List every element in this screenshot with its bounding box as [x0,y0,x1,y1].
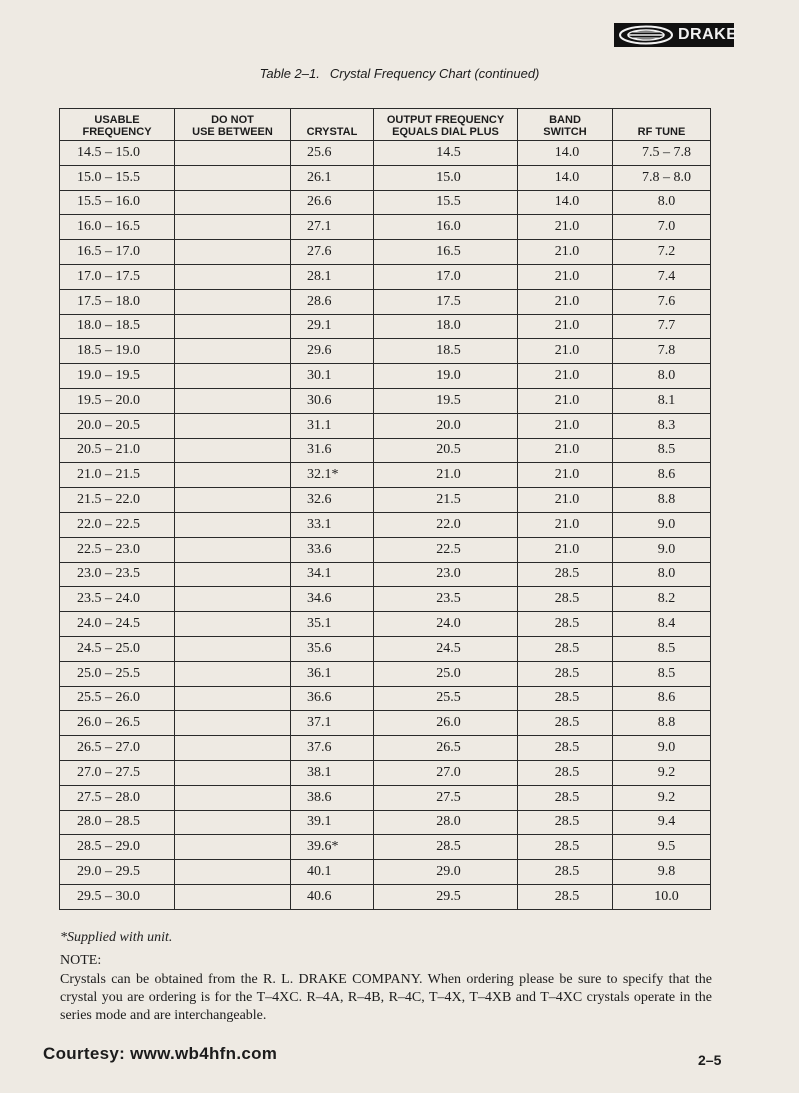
table-row [60,289,711,314]
band-switch-cell: 28.5 [518,884,613,909]
table-header-row [60,109,711,141]
output-frequency-cell: 23.0 [374,562,518,587]
usable-frequency-cell: 15.0 – 15.5 [60,165,175,190]
courtesy-credit: Courtesy: www.wb4hfn.com [43,1044,278,1063]
do-not-use-cell [175,736,291,761]
crystal-cell: 33.6 [291,537,374,562]
table-row [60,488,711,513]
usable-frequency-cell: 20.5 – 21.0 [60,438,175,463]
output-frequency-cell: 29.0 [374,860,518,885]
band-switch-cell: 21.0 [518,388,613,413]
band-switch-cell: 21.0 [518,289,613,314]
rf-tune-cell: 8.1 [613,388,711,413]
crystal-cell: 31.6 [291,438,374,463]
table-row [60,636,711,661]
usable-frequency-cell: 26.5 – 27.0 [60,736,175,761]
usable-frequency-cell: 14.5 – 15.0 [60,141,175,166]
usable-frequency-cell: 24.5 – 25.0 [60,636,175,661]
crystal-cell: 39.1 [291,810,374,835]
table-row [60,463,711,488]
output-frequency-cell: 28.0 [374,810,518,835]
rf-tune-cell: 9.0 [613,512,711,537]
do-not-use-cell [175,388,291,413]
table-row [60,835,711,860]
do-not-use-cell [175,760,291,785]
table-row [60,141,711,166]
header-do-not-use-between: DO NOT USE BETWEEN [175,109,291,141]
drake-logo [614,23,738,47]
rf-tune-cell: 9.2 [613,760,711,785]
rf-tune-cell: 7.8 [613,339,711,364]
do-not-use-cell [175,884,291,909]
band-switch-cell: 21.0 [518,537,613,562]
table-row [60,512,711,537]
page-number: 2–5 [698,1052,722,1068]
do-not-use-cell [175,413,291,438]
table-row [60,388,711,413]
do-not-use-cell [175,215,291,240]
do-not-use-cell [175,512,291,537]
table-row [60,364,711,389]
do-not-use-cell [175,785,291,810]
band-switch-cell: 14.0 [518,165,613,190]
table-row [60,339,711,364]
band-switch-cell: 28.5 [518,736,613,761]
band-switch-cell: 14.0 [518,141,613,166]
output-frequency-cell: 24.0 [374,612,518,637]
crystal-cell: 26.1 [291,165,374,190]
band-switch-cell: 28.5 [518,562,613,587]
rf-tune-cell: 8.8 [613,488,711,513]
usable-frequency-cell: 26.0 – 26.5 [60,711,175,736]
do-not-use-cell [175,686,291,711]
output-frequency-cell: 18.0 [374,314,518,339]
rf-tune-cell: 9.8 [613,860,711,885]
crystal-cell: 38.6 [291,785,374,810]
rf-tune-cell: 8.4 [613,612,711,637]
crystal-cell: 40.1 [291,860,374,885]
do-not-use-cell [175,314,291,339]
header-output-frequency: OUTPUT FREQUENCY EQUALS DIAL PLUS [374,109,518,141]
crystal-cell: 27.1 [291,215,374,240]
output-frequency-cell: 15.5 [374,190,518,215]
do-not-use-cell [175,860,291,885]
table-row [60,612,711,637]
usable-frequency-cell: 19.0 – 19.5 [60,364,175,389]
crystal-cell: 38.1 [291,760,374,785]
output-frequency-cell: 28.5 [374,835,518,860]
crystal-cell: 30.1 [291,364,374,389]
crystal-cell: 36.1 [291,661,374,686]
crystal-cell: 26.6 [291,190,374,215]
caption-title: Crystal Frequency Chart (continued) [329,66,540,81]
rf-tune-cell: 7.8 – 8.0 [613,165,711,190]
table-caption [0,66,799,81]
usable-frequency-cell: 23.5 – 24.0 [60,587,175,612]
band-switch-cell: 21.0 [518,463,613,488]
table-row [60,215,711,240]
do-not-use-cell [175,438,291,463]
band-switch-cell: 28.5 [518,661,613,686]
output-frequency-cell: 15.0 [374,165,518,190]
output-frequency-cell: 19.0 [374,364,518,389]
do-not-use-cell [175,711,291,736]
do-not-use-cell [175,141,291,166]
table-row [60,711,711,736]
usable-frequency-cell: 18.5 – 19.0 [60,339,175,364]
output-frequency-cell: 23.5 [374,587,518,612]
rf-tune-cell: 8.3 [613,413,711,438]
output-frequency-cell: 21.5 [374,488,518,513]
band-switch-cell: 28.5 [518,785,613,810]
do-not-use-cell [175,810,291,835]
table-row [60,413,711,438]
crystal-cell: 29.6 [291,339,374,364]
rf-tune-cell: 7.6 [613,289,711,314]
output-frequency-cell: 20.5 [374,438,518,463]
crystal-cell: 40.6 [291,884,374,909]
table-row [60,661,711,686]
output-frequency-cell: 18.5 [374,339,518,364]
output-frequency-cell: 14.5 [374,141,518,166]
crystal-cell: 33.1 [291,512,374,537]
crystal-cell: 34.6 [291,587,374,612]
do-not-use-cell [175,612,291,637]
crystal-cell: 35.6 [291,636,374,661]
rf-tune-cell: 7.4 [613,264,711,289]
note-title: NOTE: [60,953,102,968]
caption-label: Table 2–1. [259,66,320,81]
usable-frequency-cell: 16.5 – 17.0 [60,240,175,265]
table-row [60,785,711,810]
rf-tune-cell: 8.8 [613,711,711,736]
do-not-use-cell [175,289,291,314]
rf-tune-cell: 8.0 [613,562,711,587]
output-frequency-cell: 19.5 [374,388,518,413]
output-frequency-cell: 24.5 [374,636,518,661]
output-frequency-cell: 26.5 [374,736,518,761]
rf-tune-cell: 8.6 [613,686,711,711]
crystal-frequency-table [59,108,711,910]
crystal-cell: 25.6 [291,141,374,166]
output-frequency-cell: 16.5 [374,240,518,265]
output-frequency-cell: 25.0 [374,661,518,686]
usable-frequency-cell: 15.5 – 16.0 [60,190,175,215]
usable-frequency-cell: 22.5 – 23.0 [60,537,175,562]
rf-tune-cell: 7.5 – 7.8 [613,141,711,166]
crystal-cell: 39.6* [291,835,374,860]
do-not-use-cell [175,537,291,562]
logo-text: DRAKE [678,26,738,43]
band-switch-cell: 14.0 [518,190,613,215]
band-switch-cell: 21.0 [518,264,613,289]
table-row [60,736,711,761]
band-switch-cell: 28.5 [518,860,613,885]
crystal-cell: 37.6 [291,736,374,761]
crystal-cell: 35.1 [291,612,374,637]
band-switch-cell: 21.0 [518,512,613,537]
band-switch-cell: 28.5 [518,587,613,612]
table-row [60,190,711,215]
crystal-cell: 30.6 [291,388,374,413]
crystal-cell: 28.6 [291,289,374,314]
do-not-use-cell [175,165,291,190]
band-switch-cell: 21.0 [518,488,613,513]
output-frequency-cell: 21.0 [374,463,518,488]
rf-tune-cell: 7.2 [613,240,711,265]
table-row [60,240,711,265]
crystal-cell: 29.1 [291,314,374,339]
output-frequency-cell: 17.5 [374,289,518,314]
crystal-cell: 32.6 [291,488,374,513]
usable-frequency-cell: 17.5 – 18.0 [60,289,175,314]
rf-tune-cell: 8.5 [613,636,711,661]
output-frequency-cell: 22.5 [374,537,518,562]
usable-frequency-cell: 29.5 – 30.0 [60,884,175,909]
do-not-use-cell [175,636,291,661]
table-row [60,884,711,909]
usable-frequency-cell: 19.5 – 20.0 [60,388,175,413]
rf-tune-cell: 9.0 [613,736,711,761]
usable-frequency-cell: 21.0 – 21.5 [60,463,175,488]
usable-frequency-cell: 27.5 – 28.0 [60,785,175,810]
band-switch-cell: 21.0 [518,364,613,389]
usable-frequency-cell: 27.0 – 27.5 [60,760,175,785]
usable-frequency-cell: 20.0 – 20.5 [60,413,175,438]
band-switch-cell: 21.0 [518,240,613,265]
band-switch-cell: 28.5 [518,711,613,736]
do-not-use-cell [175,264,291,289]
do-not-use-cell [175,835,291,860]
do-not-use-cell [175,587,291,612]
table-row [60,438,711,463]
rf-tune-cell: 8.0 [613,190,711,215]
table-row [60,314,711,339]
crystal-cell: 32.1* [291,463,374,488]
band-switch-cell: 21.0 [518,413,613,438]
band-switch-cell: 21.0 [518,215,613,240]
table-row [60,860,711,885]
band-switch-cell: 21.0 [518,314,613,339]
crystal-cell: 27.6 [291,240,374,265]
footnote: *Supplied with unit. [60,930,173,945]
output-frequency-cell: 16.0 [374,215,518,240]
table-row [60,537,711,562]
table-row [60,760,711,785]
crystal-cell: 28.1 [291,264,374,289]
band-switch-cell: 28.5 [518,636,613,661]
rf-tune-cell: 8.0 [613,364,711,389]
table-row [60,165,711,190]
usable-frequency-cell: 23.0 – 23.5 [60,562,175,587]
output-frequency-cell: 27.5 [374,785,518,810]
do-not-use-cell [175,339,291,364]
rf-tune-cell: 9.2 [613,785,711,810]
output-frequency-cell: 20.0 [374,413,518,438]
output-frequency-cell: 22.0 [374,512,518,537]
output-frequency-cell: 29.5 [374,884,518,909]
output-frequency-cell: 17.0 [374,264,518,289]
table-row [60,562,711,587]
band-switch-cell: 21.0 [518,339,613,364]
rf-tune-cell: 9.0 [613,537,711,562]
table-row [60,264,711,289]
crystal-cell: 36.6 [291,686,374,711]
rf-tune-cell: 8.5 [613,661,711,686]
output-frequency-cell: 26.0 [374,711,518,736]
header-band-switch: BAND SWITCH [518,109,613,141]
rf-tune-cell: 8.5 [613,438,711,463]
note-body: Crystals can be obtained from the R. L. DRAKE COMPANY. When ordering please be sure to specify that the crystal you are ordering is for the T–4XC. R–4A, R–4B, R–4C, T–4X, T–4XB and T–4XC crystals operate in the series mode and are interchangeable. [60,972,712,1023]
usable-frequency-cell: 21.5 – 22.0 [60,488,175,513]
band-switch-cell: 21.0 [518,438,613,463]
usable-frequency-cell: 29.0 – 29.5 [60,860,175,885]
usable-frequency-cell: 17.0 – 17.5 [60,264,175,289]
usable-frequency-cell: 25.0 – 25.5 [60,661,175,686]
band-switch-cell: 28.5 [518,686,613,711]
rf-tune-cell: 8.2 [613,587,711,612]
table-row [60,810,711,835]
do-not-use-cell [175,661,291,686]
rf-tune-cell: 7.0 [613,215,711,240]
rf-tune-cell: 9.5 [613,835,711,860]
rf-tune-cell: 9.4 [613,810,711,835]
crystal-cell: 31.1 [291,413,374,438]
crystal-cell: 37.1 [291,711,374,736]
usable-frequency-cell: 28.5 – 29.0 [60,835,175,860]
output-frequency-cell: 25.5 [374,686,518,711]
usable-frequency-cell: 25.5 – 26.0 [60,686,175,711]
band-switch-cell: 28.5 [518,835,613,860]
do-not-use-cell [175,562,291,587]
table-row [60,686,711,711]
drake-emblem-icon [618,25,674,45]
band-switch-cell: 28.5 [518,810,613,835]
do-not-use-cell [175,240,291,265]
do-not-use-cell [175,364,291,389]
band-switch-cell: 28.5 [518,612,613,637]
output-frequency-cell: 27.0 [374,760,518,785]
crystal-cell: 34.1 [291,562,374,587]
usable-frequency-cell: 18.0 – 18.5 [60,314,175,339]
do-not-use-cell [175,463,291,488]
usable-frequency-cell: 28.0 – 28.5 [60,810,175,835]
rf-tune-cell: 8.6 [613,463,711,488]
usable-frequency-cell: 22.0 – 22.5 [60,512,175,537]
usable-frequency-cell: 24.0 – 24.5 [60,612,175,637]
table-row [60,587,711,612]
do-not-use-cell [175,488,291,513]
header-usable-frequency: USABLE FREQUENCY [60,109,175,141]
do-not-use-cell [175,190,291,215]
usable-frequency-cell: 16.0 – 16.5 [60,215,175,240]
band-switch-cell: 28.5 [518,760,613,785]
rf-tune-cell: 7.7 [613,314,711,339]
rf-tune-cell: 10.0 [613,884,711,909]
header-rf-tune: RF TUNE [613,109,711,141]
header-crystal: CRYSTAL [291,109,374,141]
